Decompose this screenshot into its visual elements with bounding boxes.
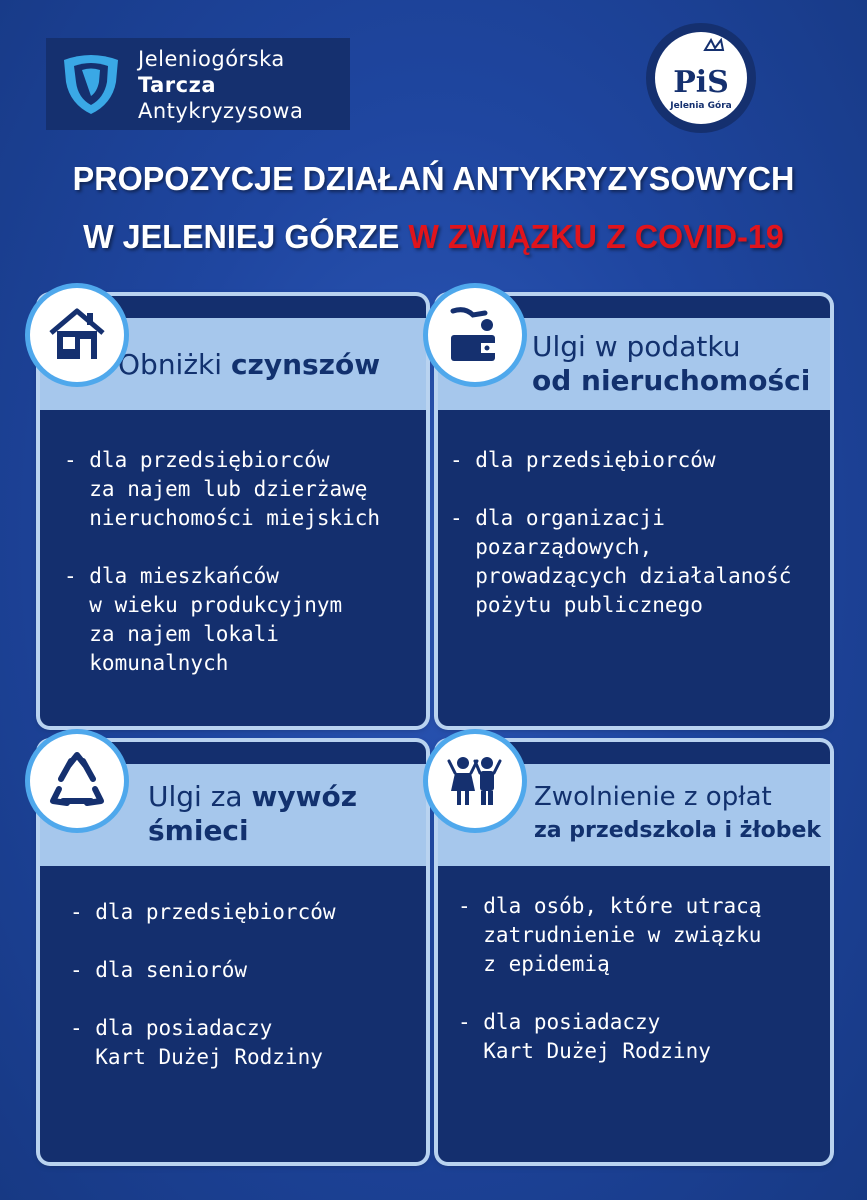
recycle-icon-badge — [30, 734, 124, 828]
logo-line-2: Tarcza — [138, 73, 216, 97]
children-icon — [445, 751, 505, 811]
wallet-coin-icon — [445, 305, 505, 365]
house-icon-badge — [30, 288, 124, 382]
pis-city: Jelenia Góra — [670, 101, 732, 111]
logo-line-1: Jeleniogórska — [138, 47, 285, 71]
headline-line-2-white: W JELENIEJ GÓRZE — [83, 218, 400, 255]
shield-icon — [60, 52, 122, 116]
headline-line-2-red: W ZWIĄZKU Z COVID-19 — [408, 218, 784, 255]
list-item: - dla posiadaczy Kart Dużej Rodziny — [458, 1010, 711, 1063]
pis-logo — [645, 22, 757, 134]
list-item: - dla mieszkańców w wieku produkcyjnym za najem lokali komunalnych — [64, 564, 343, 675]
house-icon — [47, 305, 107, 365]
list-item: - dla przedsiębiorców — [70, 900, 336, 924]
tarcza-logo — [46, 38, 350, 130]
headline-line-1: PROPOZYCJE DZIAŁAŃ ANTYKRYZYSOWYCH — [72, 160, 795, 197]
card-items — [70, 898, 336, 1072]
card-title: Ulgi za wywóz śmieci — [148, 780, 358, 847]
recycle-icon — [47, 751, 107, 811]
card-title: Zwolnienie z opłat za przedszkola i żłobek — [534, 782, 822, 843]
card-items — [64, 446, 380, 678]
card-items — [450, 446, 791, 620]
list-item: - dla przedsiębiorców — [450, 448, 716, 472]
headline-line-2 — [9, 218, 859, 256]
list-item: - dla osób, które utracą zatrudnienie w związku z epidemią — [458, 894, 762, 976]
list-item: - dla seniorów — [70, 958, 248, 982]
logo-line-3: Antykryzysowa — [138, 99, 304, 123]
pis-letters: PiS — [673, 65, 729, 100]
card-title: Ulgi w podatku od nieruchomości — [532, 330, 811, 397]
card-title: Obniżki czynszów — [118, 348, 381, 381]
list-item: - dla przedsiębiorców za najem lub dzierżawę nieruchomości miejskich — [64, 448, 381, 530]
card-items — [458, 892, 761, 1066]
list-item: - dla posiadaczy Kart Dużej Rodziny — [70, 1016, 323, 1069]
list-item: - dla organizacji pozarządowych, prowadzących działalaność pożytu publicznego — [450, 506, 792, 617]
children-icon-badge — [428, 734, 522, 828]
wallet-icon-badge — [428, 288, 522, 382]
